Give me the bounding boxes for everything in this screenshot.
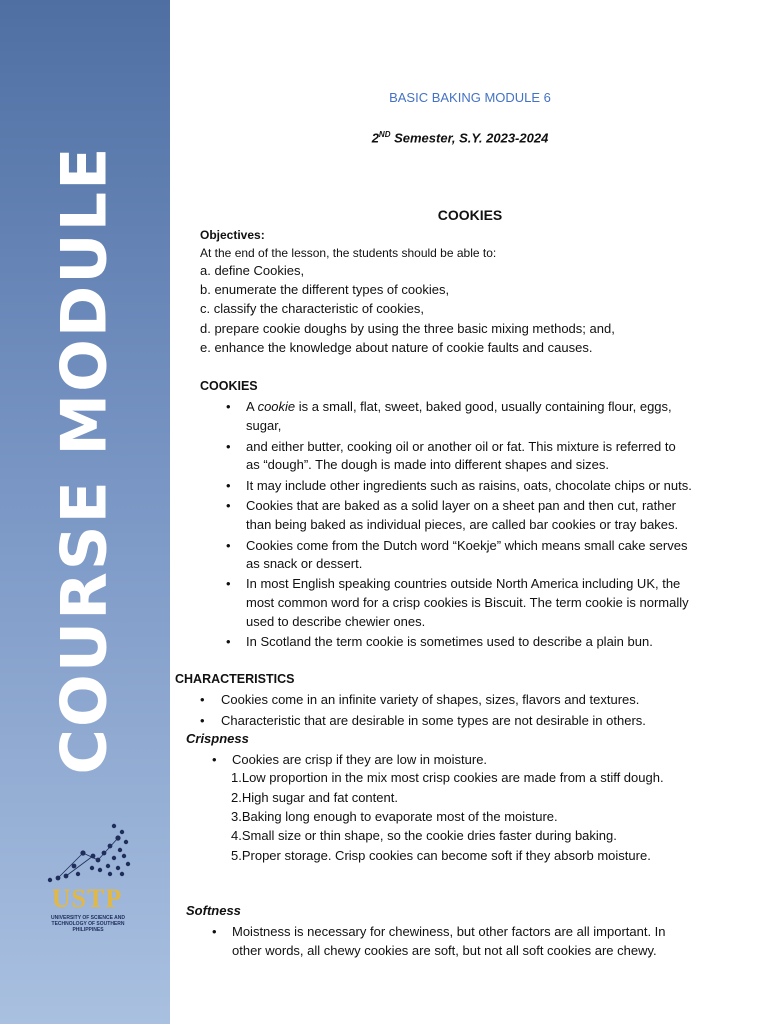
numbered-item: 4.Small size or thin shape, so the cookie dries faster during baking. [231,828,617,843]
objective-item: d. prepare cookie doughs by using the three basic mixing methods; and, [200,321,615,336]
list-item-continuation: as snack or dessert. [246,556,363,571]
bullet-icon: • [200,692,205,707]
semester-text: Semester, S.Y. 2023-2024 [390,130,549,146]
list-item: and either butter, cooking oil or another oil or fat. This mixture is referred to [246,439,676,454]
numbered-item: 5.Proper storage. Crisp cookies can become soft if they absorb moisture. [231,848,651,863]
bullet-icon: • [226,576,231,591]
list-item: Cookies come from the Dutch word “Koekje” which means small cake serves [246,538,688,553]
list-item-text: is a small, flat, sweet, baked good, usually containing flour, eggs, [295,399,672,414]
bullet-icon: • [226,634,231,649]
list-item-continuation: than being baked as individual pieces, are called bar cookies or tray bakes. [246,517,679,532]
crispness-heading: Crispness [186,731,249,746]
list-item-emphasis: cookie [257,399,296,414]
list-item: Characteristic that are desirable in some types are not desirable in others. [221,713,646,728]
bullet-icon: • [226,538,231,553]
list-item-continuation: used to describe chewier ones. [246,614,426,629]
softness-heading: Softness [186,903,241,918]
objectives-heading: Objectives: [200,228,265,242]
list-item: Cookies that are baked as a solid layer on a sheet pan and then cut, rather [246,498,676,513]
list-item: Cookies are crisp if they are low in moisture. [232,752,488,767]
bullet-icon: • [212,924,217,939]
list-item-continuation: most common word for a crisp cookies is Biscuit. The term cookie is normally [246,595,689,610]
characteristics-heading: CHARACTERISTICS [175,672,295,686]
objectives-intro: At the end of the lesson, the students should be able to: [200,246,497,260]
numbered-item: 3.Baking long enough to evaporate most of the moisture. [231,809,558,824]
list-item: Moistness is necessary for chewiness, but other factors are all important. In [232,924,666,939]
bullet-icon: • [226,439,231,454]
sidebar-title: COURSE MODULE [47,145,121,775]
page-title: COOKIES [437,207,503,223]
list-item: It may include other ingredients such as raisins, oats, chocolate chips or nuts. [246,478,692,493]
objective-item: c. classify the characteristic of cookies, [200,301,424,316]
objective-item: e. enhance the knowledge about nature of cookie faults and causes. [200,340,593,355]
list-item [246,397,672,416]
numbered-item: 1.Low proportion in the mix most crisp cookies are made from a stiff dough. [231,770,664,785]
semester-line [170,126,750,147]
list-item-text: A [246,399,258,414]
list-item: Cookies come in an infinite variety of shapes, sizes, flavors and textures. [221,692,640,707]
list-item-continuation: other words, all chewy cookies are soft, but not all soft cookies are chewy. [232,943,657,958]
bullet-icon: • [226,498,231,513]
bullet-icon: • [226,399,231,414]
bullet-icon: • [226,478,231,493]
logo-wordmark: USTP [51,884,123,913]
bullet-icon: • [200,713,205,728]
objective-item: a. define Cookies, [200,263,305,278]
list-item-continuation: as “dough”. The dough is made into different shapes and sizes. [246,457,610,472]
numbered-item: 2.High sugar and fat content. [231,790,398,805]
list-item-continuation: sugar, [246,418,282,433]
logo-subtitle: UNIVERSITY OF SCIENCE AND TECHNOLOGY OF SOUTHERN PHILIPPINES [51,915,125,933]
semester-number: 2 [371,130,379,146]
list-item: In Scotland the term cookie is sometimes used to describe a plain bun. [246,634,653,649]
objective-item: b. enumerate the different types of cookies, [200,282,450,297]
bullet-icon: • [212,752,217,767]
module-name: BASIC BAKING MODULE 6 [389,90,551,105]
cookies-heading: COOKIES [200,379,258,393]
list-item: In most English speaking countries outside North America including UK, the [246,576,681,591]
semester-superscript: ND [378,130,391,139]
